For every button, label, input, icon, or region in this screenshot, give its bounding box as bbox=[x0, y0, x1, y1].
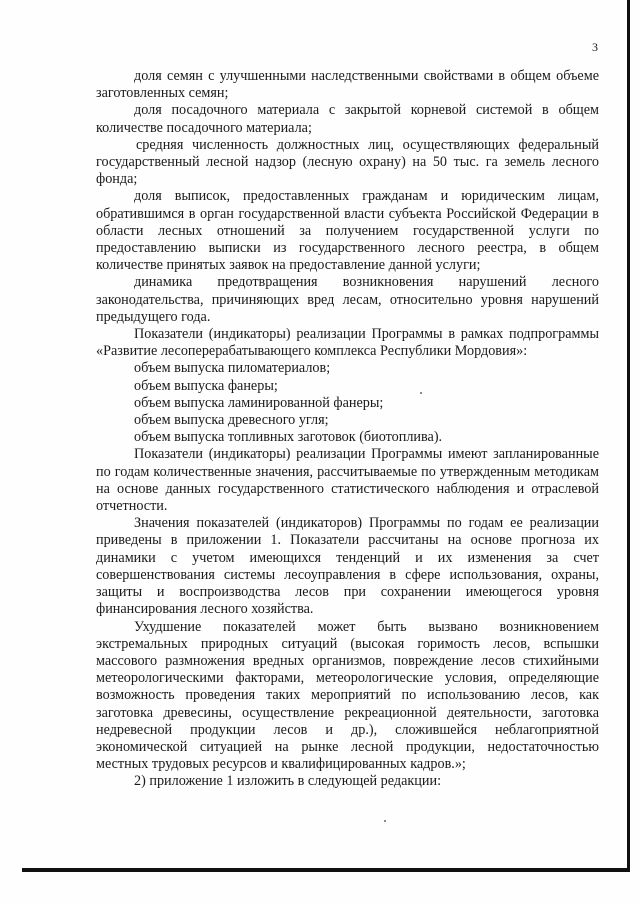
paragraph-officials-count: средняя численность должностных лиц, осуществляющих федеральный государственный лесной надзор (лесную охрану) на 50 тыс. га земель лесного фонда; bbox=[96, 136, 599, 188]
paragraph-violations-dynamics: динамика предотвращения возникновения нарушений лесного законодательства, причиняющих вред лесам, относительно уровня нарушений предыдущего года. bbox=[96, 274, 599, 325]
scan-speck bbox=[420, 392, 422, 394]
list-item: объем выпуска древесного угля; bbox=[134, 412, 329, 429]
list-item: объем выпуска ламинированной фанеры; bbox=[134, 394, 384, 411]
document-body bbox=[96, 68, 599, 791]
paragraph-extracts-share: доля выписок, предоставленных гражданам и юридическим лицам, обратившимся в орган государственной власти субъекта Российской Федерации в области лесных отношений за получением государственной услуги по предоставлению выписки из государственного лесного реестра, в общем количестве принятых заявок на предоставление данной услуги; bbox=[96, 188, 599, 274]
indicator-list bbox=[96, 360, 599, 446]
paragraph-seed-share: доля семян с улучшенными наследственными свойствами в общем объеме заготовленных семян; bbox=[96, 68, 599, 102]
list-item: объем выпуска топливных заготовок (биотоплива). bbox=[134, 429, 443, 446]
paragraph-appendix-edit: 2) приложение 1 изложить в следующей редакции: bbox=[134, 773, 442, 790]
scan-speck bbox=[384, 820, 386, 822]
scan-border-right bbox=[627, 0, 630, 872]
paragraph-planned-values: Показатели (индикаторы) реализации Программы имеют запланированные по годам количественные значения, рассчитываемые по утвержденным методикам на основе данных государственного статистического наблюдения и отраслевой отчетности. bbox=[96, 446, 599, 515]
paragraph-deterioration: Ухудшение показателей может быть вызвано возникновением экстремальных природных ситуаций (высокая горимость лесов, вспышки массового размножения вредных организмов, повреждение лесов стихийными метеорологическими факторами, метеорологические условия, определяющие возможность проведения таких мероприятий по использованию лесов, как заготовка древесины, осуществление рекреационной деятельности, заготовка недревесной продукции лесов и др.), сложившейся неблагоприятной экономической ситуацией на рынке лесной продукции, недостаточностью местных трудовых ресурсов и квалифицированных кадров.»; bbox=[96, 618, 599, 773]
paragraph-values-appendix: Значения показателей (индикаторов) Программы по годам ее реализации приведены в приложении 1. Показатели рассчитаны на основе прогноза их динамики с учетом имеющихся тенденций и их изменения за счет совершенствования системы лесоуправления в сфере использования, охраны, защиты и воспроизводства лесов при сохранении имеющегося уровня финансирования лесного хозяйства. bbox=[96, 515, 599, 618]
paragraph-planting-material: доля посадочного материала с закрытой корневой системой в общем количестве посадочного материала; bbox=[96, 102, 599, 136]
list-item: объем выпуска фанеры; bbox=[134, 377, 278, 394]
list-item: объем выпуска пиломатериалов; bbox=[134, 360, 331, 377]
paragraph-subprogram-indicators: Показатели (индикаторы) реализации Программы в рамках подпрограммы «Развитие лесоперерабатывающего комплекса Республики Мордовия»: bbox=[96, 326, 599, 360]
scan-border-bottom bbox=[22, 868, 629, 872]
page-number: 3 bbox=[592, 40, 598, 54]
